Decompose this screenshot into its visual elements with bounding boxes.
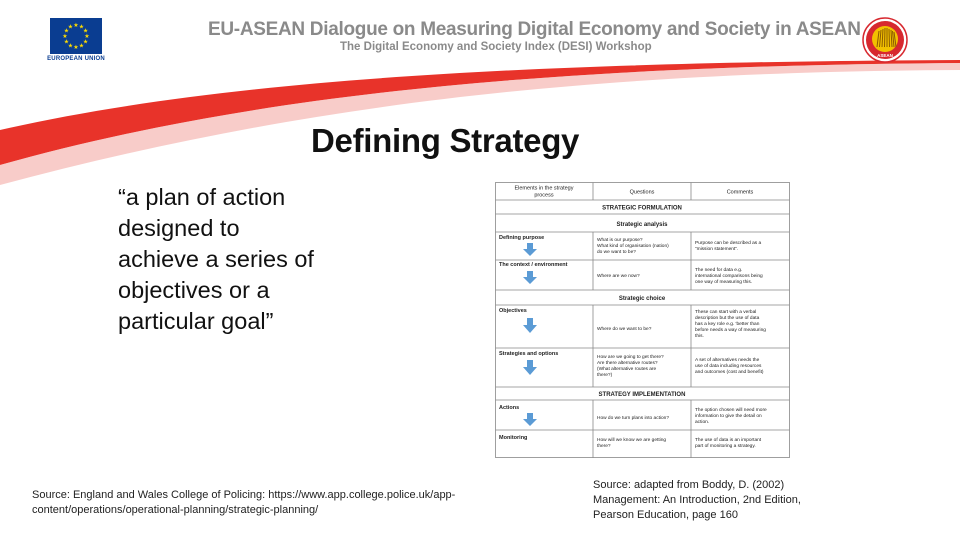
asean-logo-icon <box>862 17 908 63</box>
comment-line: information to give the detail on <box>695 414 762 419</box>
comment-line: has a key role e.g. 'better than <box>695 322 760 327</box>
element-context: The context / environment <box>499 262 568 268</box>
question-line: How are we going to get there? <box>597 355 664 360</box>
question-line: How do we turn plans into action? <box>597 416 669 421</box>
comment-line: description but the use of data <box>695 316 760 321</box>
comment-line: part of monitoring a strategy. <box>695 444 756 449</box>
quote-line: “a plan of action <box>118 184 286 210</box>
quote-line: objectives or a <box>118 277 270 303</box>
eu-caption: EUROPEAN UNION <box>47 56 105 62</box>
eu-star-icon: ★ <box>73 23 79 29</box>
header-subtitle: The Digital Economy and Society Index (DESI) Workshop <box>340 41 652 53</box>
header-comments: Comments <box>726 189 754 196</box>
element-actions: Actions <box>499 405 520 411</box>
comment-line: one way of measuring this. <box>695 280 753 285</box>
eu-star-icon: ★ <box>63 39 70 46</box>
section-choice: Strategic choice <box>618 296 666 302</box>
element-strategies: Strategies and options <box>499 351 559 357</box>
comment-line: and outcomes (cost and benefit) <box>695 370 764 375</box>
header-title: EU-ASEAN Dialogue on Measuring Digital Economy and Society in ASEAN <box>208 19 861 40</box>
comment-line: These can start with a verbal <box>695 310 757 315</box>
section-analysis: Strategic analysis <box>616 222 668 228</box>
eu-star-icon: ★ <box>63 28 70 35</box>
comment-line: The option chosen will need more <box>695 408 767 413</box>
question-line: What kind of organisation (nation) <box>597 244 669 249</box>
question-line: How will we know we are getting <box>597 438 667 443</box>
eu-star-icon: ★ <box>78 24 85 31</box>
comment-line: The use of data is an important <box>695 438 762 443</box>
quote-line: achieve a series of <box>118 246 314 272</box>
question-line: Where do we want to be? <box>597 327 652 332</box>
strategy-process-table <box>495 182 790 458</box>
header-questions: Questions <box>629 189 655 196</box>
element-purpose: Defining purpose <box>499 235 545 241</box>
eu-star-icon: ★ <box>67 24 74 31</box>
eu-star-icon: ★ <box>84 34 90 40</box>
eu-flag-icon <box>50 18 102 54</box>
question-line: there?) <box>597 373 613 378</box>
element-objectives: Objectives <box>499 308 527 314</box>
eu-star-icon: ★ <box>78 43 85 50</box>
section-formulation: STRATEGIC FORMULATION <box>602 205 682 212</box>
source-right-line: Management: An Introduction, 2nd Edition, <box>593 494 801 506</box>
comment-line: A set of alternatives needs the <box>695 358 760 363</box>
header-elements-line1: Elements in the strategy <box>514 185 574 192</box>
question-line: there? <box>597 444 611 449</box>
source-right <box>593 478 853 523</box>
quote-line: designed to <box>118 215 240 241</box>
eu-star-icon: ★ <box>73 45 79 51</box>
eu-star-icon: ★ <box>67 43 74 50</box>
comment-line: international comparisons being <box>695 274 763 279</box>
question-line: Are there alternative routes? <box>597 361 658 366</box>
question-line: What is our purpose? <box>597 238 643 243</box>
comment-line: before needs a way of measuring <box>695 328 766 333</box>
comment-line: “mission statement”. <box>695 247 739 252</box>
eu-star-icon: ★ <box>82 39 89 46</box>
comment-line: Purpose can be described as a <box>695 241 762 246</box>
quote-line: particular goal” <box>118 308 274 334</box>
asean-caption: ASEAN <box>877 53 893 58</box>
section-implementation: STRATEGY IMPLEMENTATION <box>598 392 686 398</box>
comment-line: action. <box>695 420 710 425</box>
source-left: Source: England and Wales College of Policing: https://www.app.college.police.uk/app-content/operations/operational-planning/strategic-planning/ <box>32 489 456 516</box>
comment-line: this. <box>695 334 704 339</box>
comment-line: use of data including resources <box>695 364 762 369</box>
down-arrow-icon <box>523 243 537 426</box>
eu-star-icon: ★ <box>62 34 68 40</box>
comment-line: The need for data e.g. <box>695 268 743 273</box>
strategy-quote <box>118 182 348 337</box>
header-elements-line2: process <box>534 192 554 199</box>
question-line: Where are we now? <box>597 274 640 279</box>
question-line: do we want to be? <box>597 250 636 255</box>
slide-title: Defining Strategy <box>311 122 580 159</box>
question-line: (What alternative routes are <box>597 367 657 372</box>
eu-star-icon: ★ <box>82 28 89 35</box>
source-right-line: Source: adapted from Boddy, D. (2002) <box>593 479 785 491</box>
element-monitoring: Monitoring <box>499 435 528 441</box>
source-right-line: Pearson Education, page 160 <box>593 509 738 521</box>
